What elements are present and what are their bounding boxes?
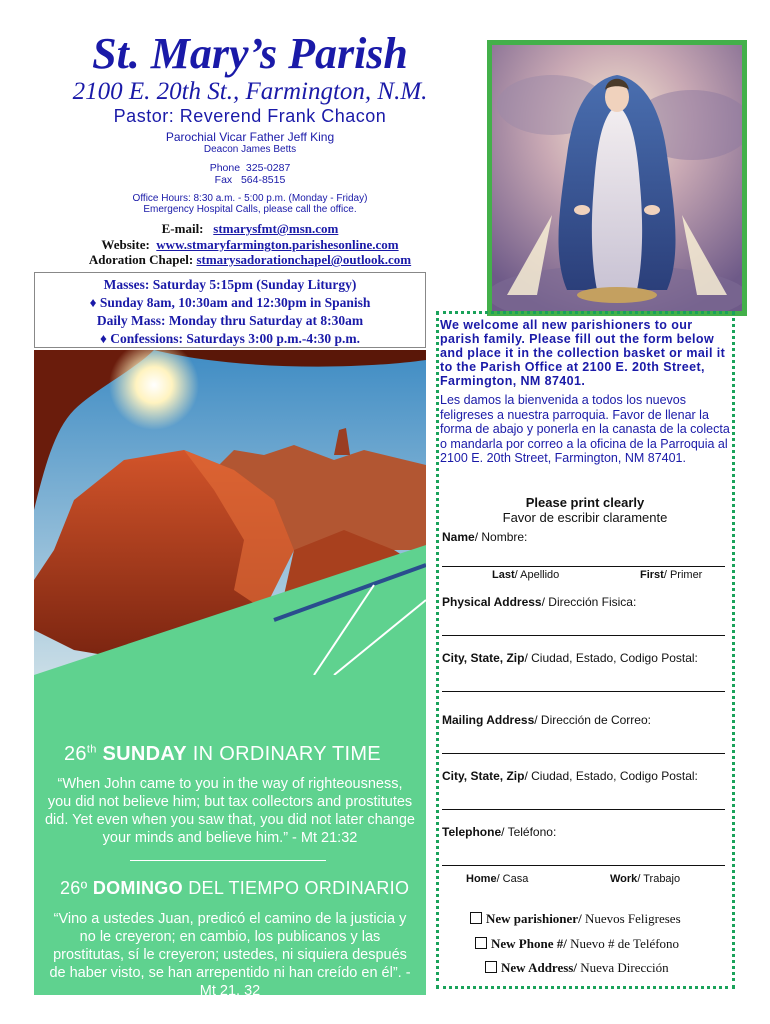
sunday-panel <box>34 350 426 999</box>
emergency-note: Emergency Hospital Calls, please call the office. <box>143 204 357 215</box>
home-label <box>466 873 528 885</box>
city-state-zip-label-1 <box>442 651 698 665</box>
telephone-label-en: Telephone <box>442 825 502 839</box>
last-label-en: Last <box>492 569 515 581</box>
last-label <box>492 569 559 581</box>
website-line <box>50 237 450 253</box>
new-phone-label-es: Nuevo # de Teléfono <box>566 936 680 951</box>
new-phone-label-en: New Phone #/ <box>491 936 567 951</box>
vicar-line: Parochial Vicar Father Jeff King <box>165 130 335 144</box>
first-label-en: First <box>640 569 664 581</box>
sunday-heading <box>64 743 381 766</box>
mailing-address-label <box>442 713 651 727</box>
first-label <box>640 569 702 581</box>
mailing-address-label-es: / Dirección de Correo: <box>534 713 651 727</box>
office-hours: Office Hours: 8:30 a.m. - 5:00 p.m. (Monday - Friday) <box>132 193 368 204</box>
email-link[interactable]: stmarysfmt@msn.com <box>213 221 339 236</box>
divider <box>130 860 326 861</box>
new-address-label-en: New Address/ <box>501 960 577 975</box>
print-clearly: Please print clearly <box>525 495 645 510</box>
name-field[interactable] <box>442 566 725 567</box>
name-label-es: / Nombre: <box>474 530 528 544</box>
new-parishioner-checkbox[interactable] <box>470 912 482 924</box>
masses-line-2: ♦ Sunday 8am, 10:30am and 12:30pm in Spanish <box>89 295 371 310</box>
form-welcome-es: Les damos la bienvenida a todos los nuevos feligreses a nuestra parroquia. Favor de llenar la forma de abajo y ponerla en la canasta de la colecta o mandarla por correo a la oficina de la Parroquia al 2100 E. 20th Street, Farmington, NM 87401. <box>440 393 730 465</box>
domingo-heading-bold: DOMINGO <box>92 878 183 898</box>
home-label-en: Home <box>466 873 497 885</box>
domingo-heading <box>60 878 409 899</box>
physical-address-label <box>442 595 636 609</box>
print-clearly-es: Favor de escribir claramente <box>502 510 668 525</box>
parish-title: St. Mary’s Parish <box>92 29 408 78</box>
telephone-field[interactable] <box>442 865 725 866</box>
new-address-checkbox[interactable] <box>485 961 497 973</box>
new-parishioner-option[interactable] <box>470 911 681 927</box>
new-address-label-es: Nueva Dirección <box>576 960 669 975</box>
phone-line <box>50 162 450 174</box>
city-state-zip-label-2 <box>442 769 698 783</box>
telephone-label <box>442 825 556 839</box>
virgin-mary-illustration <box>492 45 742 311</box>
work-label-es: / Trabajo <box>637 873 681 885</box>
city-state-zip-1-en: City, State, Zip <box>442 651 525 665</box>
first-label-es: / Primer <box>663 569 703 581</box>
city-state-zip-2-es: / Ciudad, Estado, Codigo Postal: <box>524 769 698 783</box>
new-phone-option[interactable] <box>475 936 679 952</box>
deacon-line: Deacon James Betts <box>203 144 297 155</box>
phone-number: 325-0287 <box>245 162 291 174</box>
chapel-link[interactable]: stmarysadorationchapel@outlook.com <box>196 252 412 267</box>
chapel-label: Adoration Chapel: <box>88 252 194 267</box>
scripture-quote-en: “When John came to you in the way of righteousness, you did not believe him; but tax collectors and prostitutes did. Yet even when you saw that, you did not later change your minds and believe him.” - Mt 21:32 <box>44 776 415 846</box>
telephone-label-es: / Teléfono: <box>501 825 557 839</box>
work-label <box>610 873 680 885</box>
chapel-line <box>50 252 450 268</box>
mailing-address-field[interactable] <box>442 753 725 754</box>
domingo-heading-rest: DEL TIEMPO ORDINARIO <box>182 878 410 898</box>
sunday-heading-sup: th <box>86 743 97 756</box>
website-label: Website: <box>101 237 150 252</box>
masses-line-4: ♦ Confessions: Saturdays 3:00 p.m.-4:30 p.m. <box>99 331 361 346</box>
virgin-mary-image <box>487 40 747 316</box>
work-label-en: Work <box>610 873 638 885</box>
last-label-es: / Apellido <box>514 569 560 581</box>
canyon-photo <box>34 350 426 675</box>
city-state-zip-2-en: City, State, Zip <box>442 769 525 783</box>
physical-address-label-es: / Dirección Fisica: <box>541 595 637 609</box>
name-label-en: Name <box>442 530 475 544</box>
sunday-heading-number: 26 <box>64 743 87 765</box>
phone-label: Phone <box>209 162 241 174</box>
pastor-line: Pastor: Reverend Frank Chacon <box>113 106 387 126</box>
new-phone-checkbox[interactable] <box>475 937 487 949</box>
new-parishioner-label-es: Nuevos Feligreses <box>581 911 681 926</box>
city-state-zip-field-1[interactable] <box>442 691 725 692</box>
masses-line-1: Masses: Saturday 5:15pm (Sunday Liturgy) <box>103 277 357 292</box>
email-line <box>50 221 450 237</box>
website-link[interactable]: www.stmaryfarmington.parishesonline.com <box>156 237 399 252</box>
sunday-heading-rest: IN ORDINARY TIME <box>186 743 381 765</box>
form-welcome-en: We welcome all new parishioners to our parish family. Please fill out the form below and place it in the collection basket or mail it to the Parish Office at 2100 E. 20th Street, Farmington, NM 87401. <box>440 318 726 388</box>
email-label: E-mail: <box>161 221 204 236</box>
fax-line <box>50 174 450 186</box>
scripture-quote-es: “Vino a ustedes Juan, predicó el camino de la justicia y no le creyeron; en cambio, los publicanos y las prostitutas, sí le creyeron; ustedes, ni siquiera después de haber visto, se han arrepentido ni han creído en él”. - Mt 21, 32 <box>49 911 411 999</box>
domingo-heading-number: 26º <box>60 878 88 898</box>
masses-line-3: Daily Mass: Monday thru Saturday at 8:30am <box>96 313 364 328</box>
physical-address-field[interactable] <box>442 635 725 636</box>
home-label-es: / Casa <box>496 873 529 885</box>
new-address-option[interactable] <box>485 960 669 976</box>
masses-box <box>34 272 426 348</box>
new-parishioner-label-en: New parishioner/ <box>486 911 582 926</box>
parish-address: 2100 E. 20th St., Farmington, N.M. <box>72 78 428 105</box>
fax-number: 564-8515 <box>240 174 286 186</box>
name-label <box>442 530 527 544</box>
city-state-zip-field-2[interactable] <box>442 809 725 810</box>
sunday-heading-bold: SUNDAY <box>102 743 187 765</box>
physical-address-label-en: Physical Address <box>442 595 542 609</box>
mailing-address-label-en: Mailing Address <box>442 713 535 727</box>
fax-label: Fax <box>214 174 233 186</box>
city-state-zip-1-es: / Ciudad, Estado, Codigo Postal: <box>524 651 698 665</box>
